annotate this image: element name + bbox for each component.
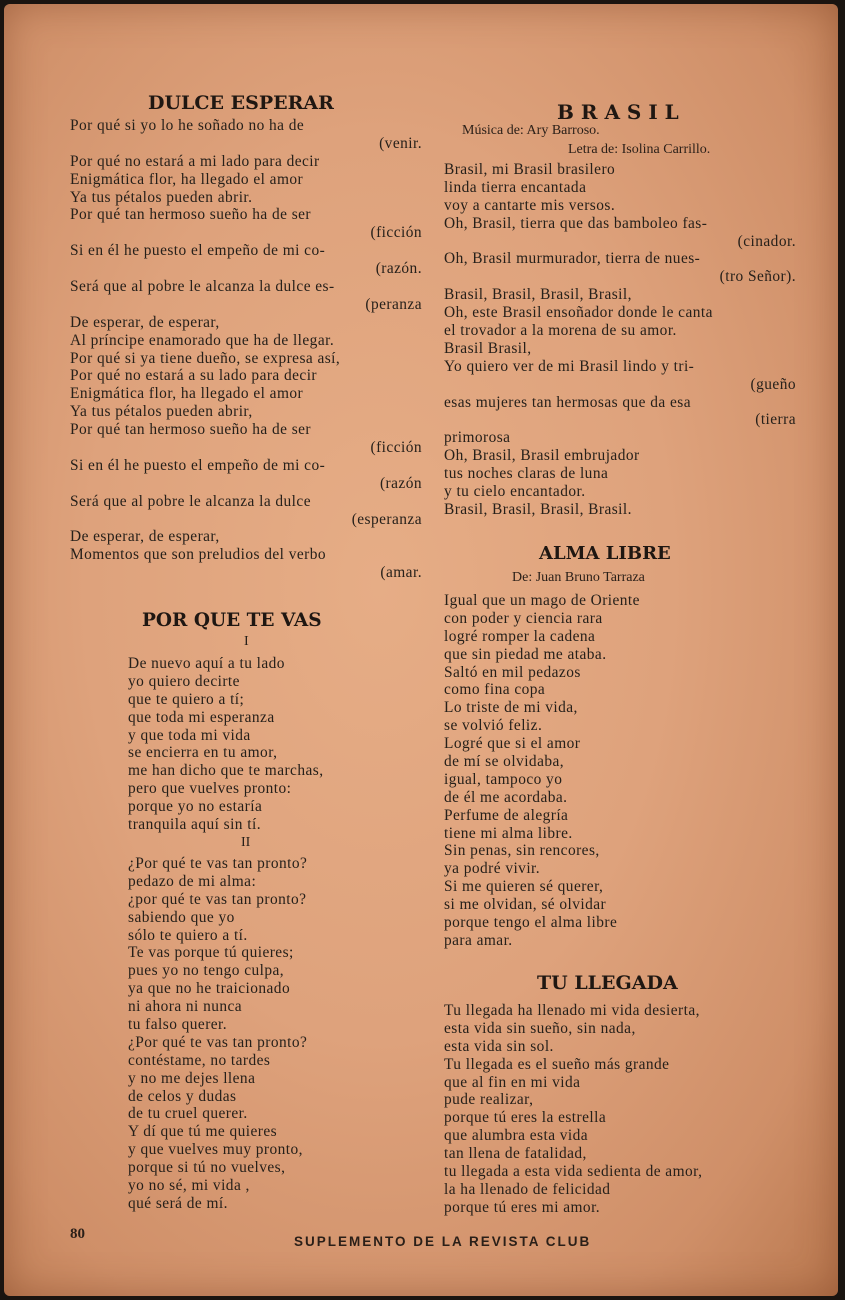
song-title-alma-libre: ALMA LIBRE <box>539 543 671 564</box>
lyric-line: Brasil, Brasil, Brasil, Brasil, <box>444 286 632 304</box>
song-lyrics-dulce-esperar <box>70 117 422 582</box>
lyric-line: el trovador a la morena de su amor. <box>444 322 677 340</box>
lyric-line: Será que al pobre le alcanza la dulce es- <box>70 278 335 296</box>
lyric-line: igual, tampoco yo <box>444 770 563 788</box>
lyric-line: se volvió feliz. <box>444 717 543 735</box>
song-title-brasil: B R A S I L <box>557 100 679 124</box>
lyric-line: pues yo no tengo culpa, <box>128 962 285 980</box>
lyric-line: (ficción <box>370 439 422 457</box>
lyric-line: Sin penas, sin rencores, <box>444 842 600 860</box>
lyric-line: que alumbra esta vida <box>444 1127 589 1145</box>
lyric-line: y no me dejes llena <box>128 1069 256 1087</box>
lyric-line: (tierra <box>755 411 796 429</box>
lyric-line: contéstame, no tardes <box>128 1051 271 1069</box>
lyric-line: me han dicho que te marchas, <box>128 762 324 780</box>
lyric-line: de celos y dudas <box>128 1087 237 1105</box>
lyric-line: (razón. <box>375 260 422 278</box>
lyric-line: Enigmática flor, ha llegado el amor <box>70 385 304 403</box>
lyric-line: Enigmática flor, ha llegado el amor <box>70 170 304 188</box>
lyric-line: Ya tus pétalos pueden abrir, <box>70 403 253 421</box>
lyric-line: Igual que un mago de Oriente <box>444 592 640 609</box>
lyric-line: (tro Señor). <box>719 268 796 286</box>
lyric-line: Si en él he puesto el empeño de mi co- <box>70 242 326 260</box>
lyric-line: que toda mi esperanza <box>128 708 275 726</box>
lyric-line: (gueño <box>750 375 796 393</box>
song-title-dulce-esperar: DULCE ESPERAR <box>148 92 334 114</box>
lyric-line: Brasil, Brasil, Brasil, Brasil. <box>444 500 632 518</box>
lyric-line: tu falso querer. <box>128 1016 228 1034</box>
lyric-line: Y dí que tú me quieres <box>128 1123 278 1141</box>
lyric-line: tiene mi alma libre. <box>444 824 573 842</box>
lyric-line: (amar. <box>380 564 422 582</box>
song-lyrics-por-que-te-vas-part-2 <box>128 855 428 1213</box>
lyric-line: De esperar, de esperar, <box>70 528 220 546</box>
song-lyrics-brasil <box>444 161 796 519</box>
lyric-line: Al príncipe enamorado que ha de llegar. <box>70 331 335 349</box>
lyric-line: la ha llenado de felicidad <box>444 1180 611 1198</box>
lyric-line: Perfume de alegría <box>444 806 569 824</box>
lyric-line: Por qué no estará a su lado para decir <box>70 367 318 385</box>
song-title-por-que-te-vas: POR QUE TE VAS <box>142 610 322 631</box>
lyric-line: (cinador. <box>737 232 796 250</box>
lyric-line: esta vida sin sueño, sin nada, <box>444 1019 636 1037</box>
lyric-line: Logré que si el amor <box>444 735 581 753</box>
lyric-line: (ficción <box>370 224 422 242</box>
lyric-line: tus noches claras de luna <box>444 465 609 483</box>
lyric-line: Por qué si yo lo he soñado no ha de <box>70 117 305 134</box>
lyric-line: y que toda mi vida <box>128 726 251 744</box>
magazine-page <box>4 4 838 1296</box>
lyric-line: de mí se olvidaba, <box>444 753 565 771</box>
stanza-number-2: II <box>241 835 251 850</box>
lyric-line: y que vuelves muy pronto, <box>128 1141 303 1159</box>
stanza-number-1: I <box>244 634 249 649</box>
lyric-line: sólo te quiero a tí. <box>128 926 248 944</box>
lyric-line: Por qué no estará a mi lado para decir <box>70 152 320 170</box>
lyric-line: ¿por qué te vas tan pronto? <box>128 890 307 908</box>
lyric-line: esas mujeres tan hermosas que da esa <box>444 393 691 411</box>
lyric-line: que te quiero a tí; <box>128 690 245 708</box>
song-lyrics-tu-llegada <box>444 1002 796 1217</box>
lyric-line: Momentos que son preludios del verbo <box>70 546 327 564</box>
lyric-line: yo quiero decirte <box>128 672 240 690</box>
lyric-line: Por qué tan hermoso sueño ha de ser <box>70 421 311 439</box>
lyric-line: Oh, Brasil murmurador, tierra de nues- <box>444 250 701 268</box>
lyric-line: Lo triste de mi vida, <box>444 699 578 717</box>
song-title-tu-llegada: TU LLEGADA <box>537 972 678 994</box>
lyric-line: Ya tus pétalos pueden abrir. <box>70 188 253 206</box>
lyric-line: (esperanza <box>351 510 422 528</box>
author-credit: De: Juan Bruno Tarraza <box>512 570 645 585</box>
lyric-line: y tu cielo encantador. <box>444 483 586 501</box>
lyric-line: ya podré vivir. <box>444 860 541 878</box>
lyric-line: tu llegada a esta vida sedienta de amor, <box>444 1163 703 1181</box>
lyric-line: esta vida sin sol. <box>444 1037 554 1055</box>
lyric-line: pero que vuelves pronto: <box>128 780 292 798</box>
lyric-line: Brasil, mi Brasil brasilero <box>444 161 616 178</box>
lyric-line: qué será de mí. <box>128 1194 228 1212</box>
lyric-line: porque si tú no vuelves, <box>128 1159 286 1177</box>
page-number: 80 <box>70 1226 85 1242</box>
lyric-line: Tu llegada es el sueño más grande <box>444 1055 670 1073</box>
lyric-line: ¿Por qué te vas tan pronto? <box>128 1033 308 1051</box>
lyric-line: Oh, este Brasil ensoñador donde le canta <box>444 304 713 322</box>
lyric-line: porque yo no estaría <box>128 798 263 816</box>
lyric-line: pedazo de mi alma: <box>128 872 257 890</box>
lyric-line: que al fin en mi vida <box>444 1073 581 1091</box>
lyric-line: (razón <box>379 474 422 492</box>
lyric-line: ni ahora ni nunca <box>128 998 243 1016</box>
lyric-line: Si me quieren sé querer, <box>444 878 604 896</box>
lyric-line: Oh, Brasil, tierra que das bamboleo fas- <box>444 214 708 232</box>
lyric-line: Por qué si ya tiene dueño, se expresa así, <box>70 349 341 367</box>
lyric-line: sabiendo que yo <box>128 908 235 926</box>
lyric-line: Oh, Brasil, Brasil embrujador <box>444 447 640 465</box>
lyrics-credit: Letra de: Isolina Carrillo. <box>568 142 711 157</box>
lyric-line: porque tú eres la estrella <box>444 1109 607 1127</box>
lyric-line: si me olvidan, sé olvidar <box>444 896 607 914</box>
lyric-line: Saltó en mil pedazos <box>444 663 581 681</box>
lyric-line: Yo quiero ver de mi Brasil lindo y tri- <box>444 357 695 375</box>
lyric-line: porque tengo el alma libre <box>444 914 618 932</box>
footer-supplement-text: SUPLEMENTO DE LA REVISTA CLUB <box>294 1234 592 1249</box>
lyric-line: para amar. <box>444 931 513 949</box>
lyric-line: Por qué tan hermoso sueño ha de ser <box>70 206 311 224</box>
lyric-line: porque tú eres mi amor. <box>444 1198 601 1216</box>
lyric-line: Brasil Brasil, <box>444 339 532 357</box>
lyric-line: De nuevo aquí a tu lado <box>128 655 285 672</box>
lyric-line: Tu llegada ha llenado mi vida desierta, <box>444 1002 700 1019</box>
lyric-line: se encierra en tu amor, <box>128 744 278 762</box>
lyric-line: De esperar, de esperar, <box>70 313 220 331</box>
lyric-line: tranquila aquí sin tí. <box>128 816 262 834</box>
lyric-line: tan llena de fatalidad, <box>444 1145 587 1163</box>
lyric-line: voy a cantarte mis versos. <box>444 196 616 214</box>
lyric-line: como fina copa <box>444 681 546 699</box>
lyric-line: Si en él he puesto el empeño de mi co- <box>70 456 326 474</box>
lyric-line: que sin piedad me ataba. <box>444 645 607 663</box>
lyric-line: Será que al pobre le alcanza la dulce <box>70 492 311 510</box>
lyric-line: logré romper la cadena <box>444 627 596 645</box>
music-credit: Música de: Ary Barroso. <box>462 123 600 138</box>
lyric-line: con poder y ciencia rara <box>444 609 603 627</box>
song-lyrics-alma-libre <box>444 592 796 950</box>
lyric-line: Te vas porque tú quieres; <box>128 944 294 962</box>
lyric-line: primorosa <box>444 429 511 447</box>
lyric-line: yo no sé, mi vida , <box>128 1177 250 1195</box>
lyric-line: ya que no he traicionado <box>128 980 291 998</box>
lyric-line: linda tierra encantada <box>444 178 587 196</box>
lyric-line: (venir. <box>379 134 422 152</box>
lyric-line: pude realizar, <box>444 1091 534 1109</box>
lyric-line: de él me acordaba. <box>444 788 568 806</box>
song-lyrics-por-que-te-vas-part-1 <box>128 655 428 834</box>
lyric-line: de tu cruel querer. <box>128 1105 248 1123</box>
lyric-line: ¿Por qué te vas tan pronto? <box>128 855 308 872</box>
lyric-line: (peranza <box>365 295 422 313</box>
